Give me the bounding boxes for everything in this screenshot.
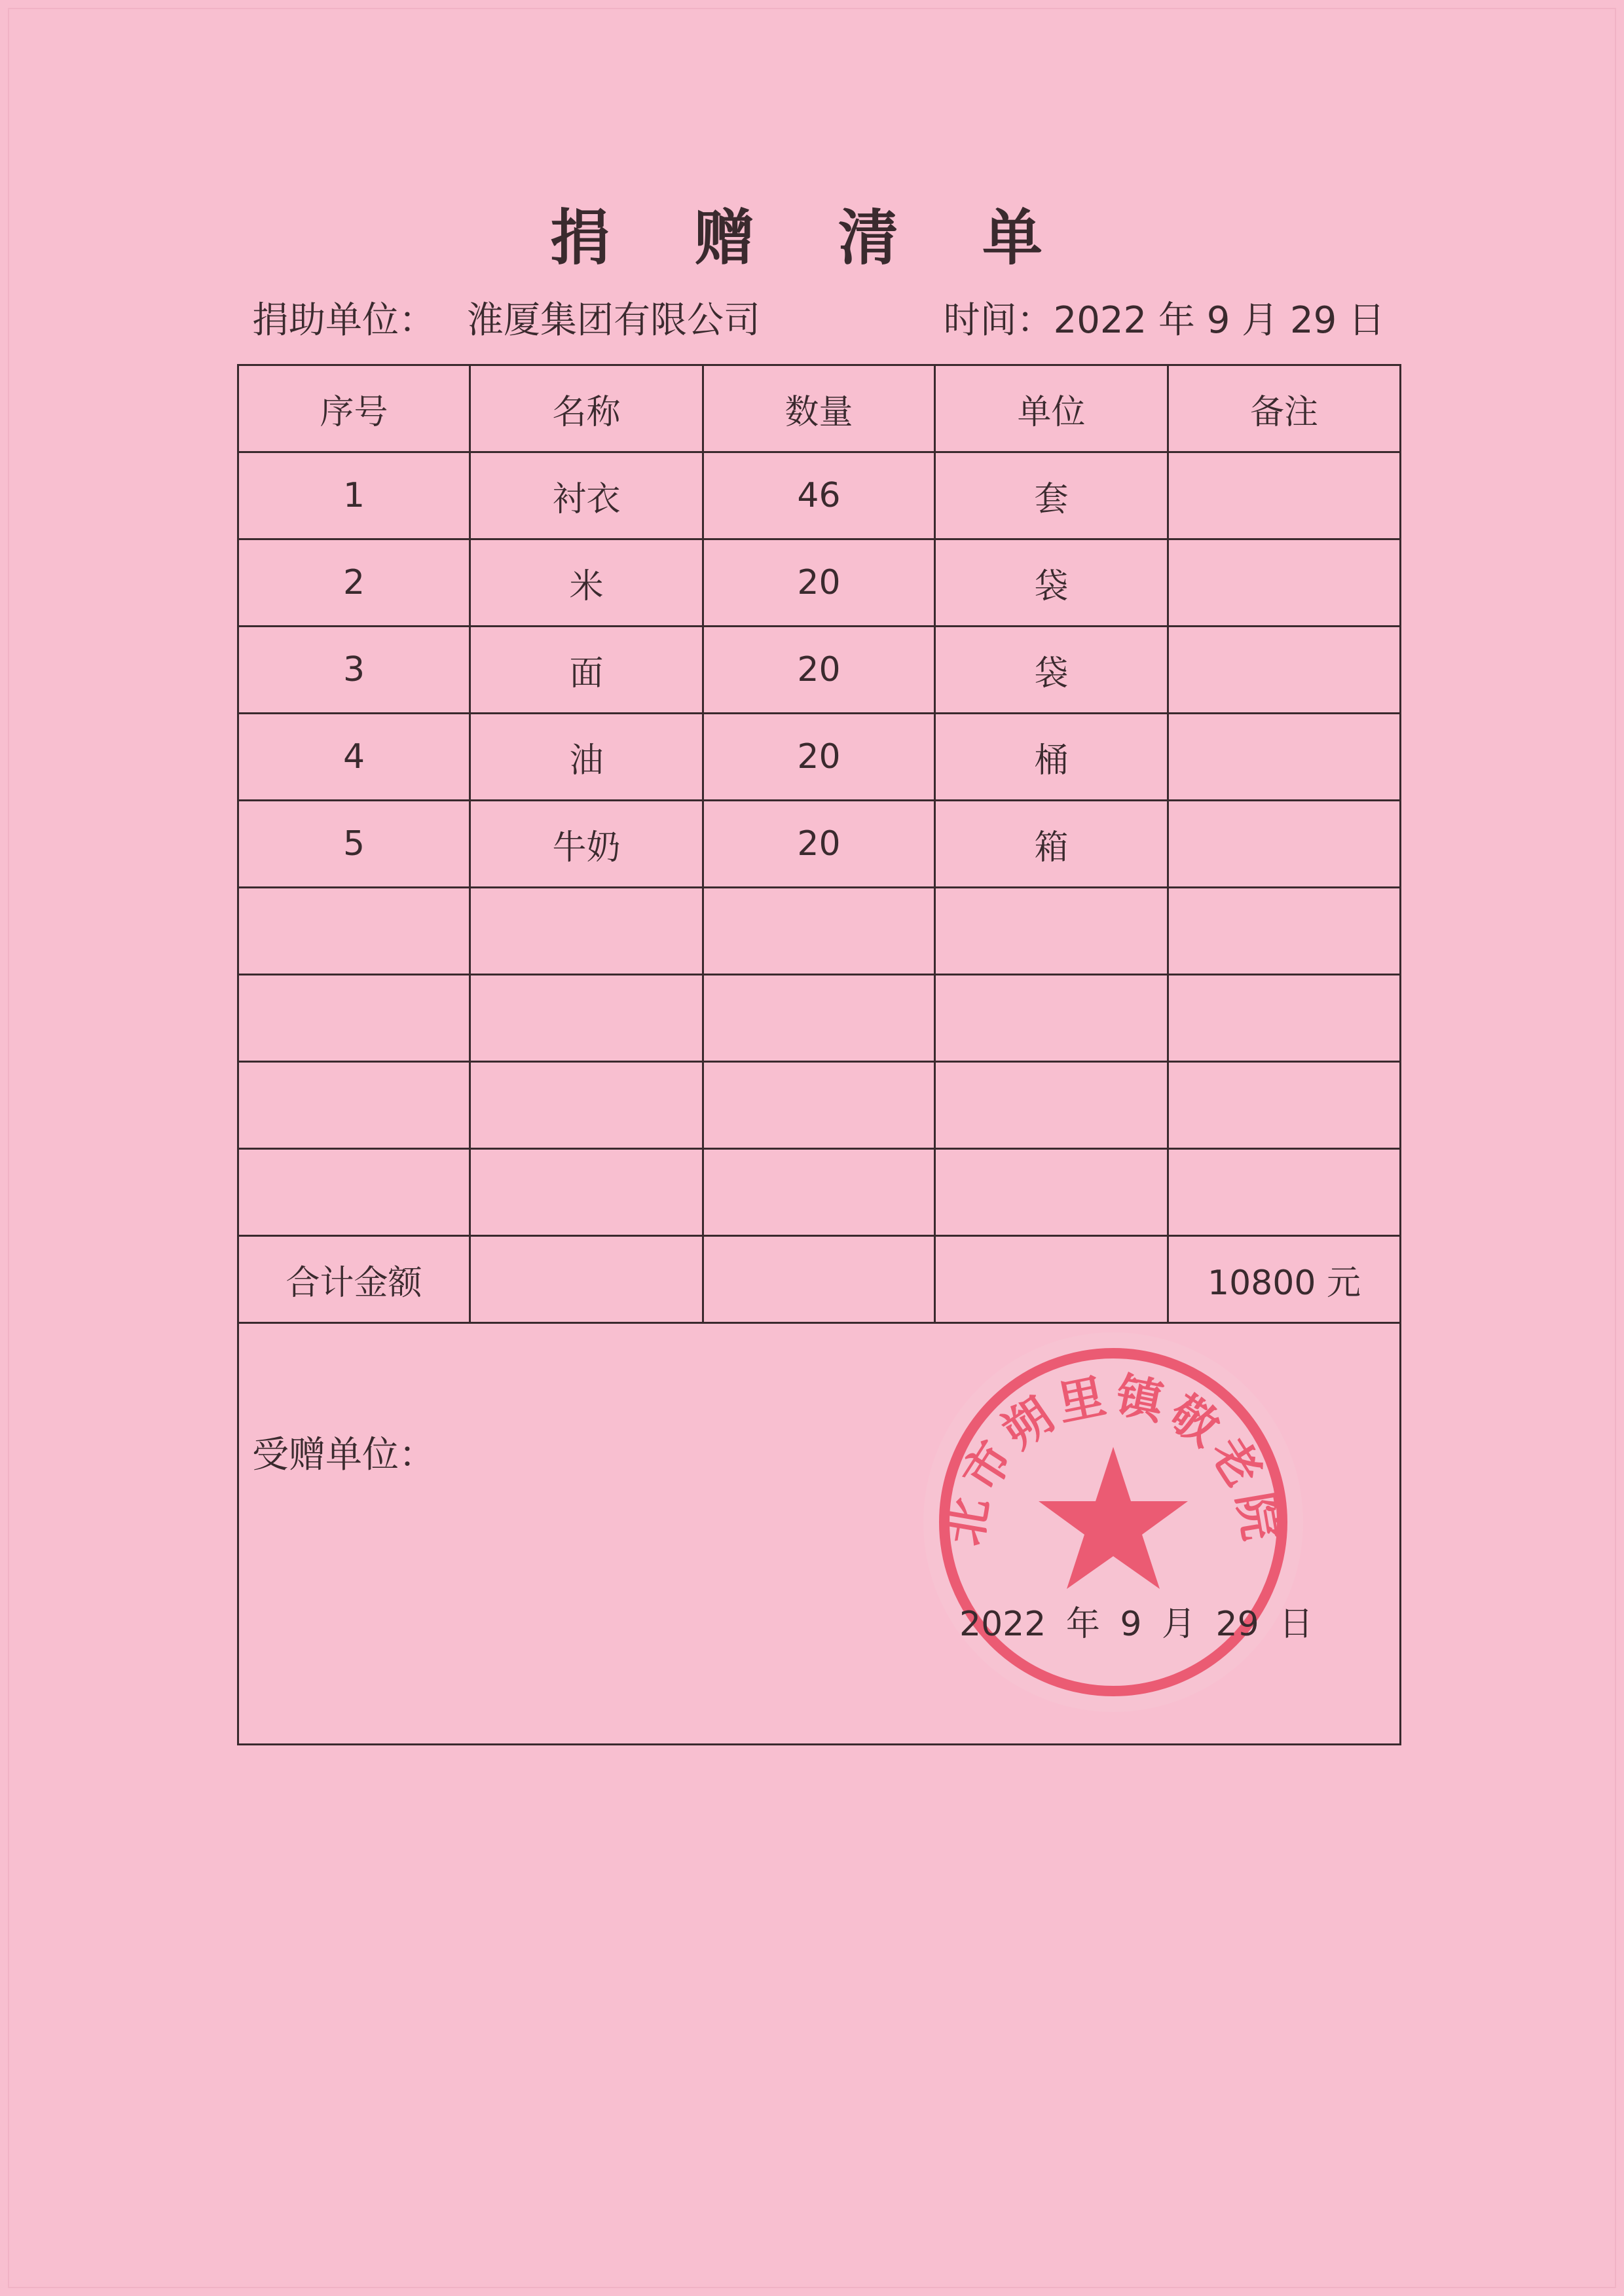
cell-quantity [704, 888, 936, 974]
donor-name: 淮厦集团有限公司 [467, 299, 760, 342]
table-row [239, 801, 1399, 888]
cell-index [239, 888, 471, 974]
cell-name: 面 [471, 627, 704, 712]
cell-name [471, 1150, 704, 1235]
header-index: 序号 [239, 366, 471, 451]
total-label: 合计金额 [239, 1237, 471, 1322]
total-empty-cell [936, 1237, 1169, 1322]
total-empty-cell [704, 1237, 936, 1322]
table-row [239, 975, 1399, 1063]
table-row [239, 888, 1399, 975]
cell-name: 衬衣 [471, 453, 704, 538]
cell-remark [1169, 627, 1399, 712]
table-header-row [239, 366, 1399, 453]
header-unit: 单位 [936, 366, 1169, 451]
cell-remark [1169, 1150, 1399, 1235]
official-seal-stamp [917, 1326, 1310, 1719]
table-row [239, 714, 1399, 801]
header-name: 名称 [471, 366, 704, 451]
cell-quantity: 20 [704, 540, 936, 625]
cell-index [239, 975, 471, 1061]
cell-quantity: 20 [704, 627, 936, 712]
cell-quantity: 20 [704, 714, 936, 799]
cell-quantity [704, 1150, 936, 1235]
cell-remark [1169, 975, 1399, 1061]
cell-unit: 套 [936, 453, 1169, 538]
header-remark: 备注 [1249, 392, 1318, 432]
total-empty-cell [471, 1237, 704, 1322]
cell-quantity: 20 [704, 801, 936, 886]
seal-text: 北市朔里镇敬老院 [936, 1367, 1290, 1550]
table-row [239, 1063, 1399, 1150]
cell-remark [1169, 714, 1399, 799]
cell-name [471, 1063, 704, 1148]
cell-quantity [704, 975, 936, 1061]
cell-index: 1 [239, 453, 471, 538]
cell-unit [936, 975, 1169, 1061]
table-row [239, 627, 1399, 714]
cell-index: 3 [239, 627, 471, 712]
cell-name [471, 888, 704, 974]
cell-index [239, 1150, 471, 1235]
donor-label: 捐助单位： [252, 299, 435, 342]
total-value: 10800 元 [1208, 1263, 1361, 1303]
cell-remark [1169, 801, 1399, 886]
cell-unit [936, 888, 1169, 974]
cell-remark [1169, 540, 1399, 625]
cell-unit: 桶 [936, 714, 1169, 799]
cell-name: 牛奶 [471, 801, 704, 886]
header-quantity: 数量 [704, 366, 936, 451]
recipient-label: 受赠单位： [252, 1434, 435, 1476]
table-row [239, 453, 1399, 540]
cell-name: 米 [471, 540, 704, 625]
document-title: 捐 赠 清 单 [549, 203, 1075, 273]
cell-remark [1169, 888, 1399, 974]
cell-unit: 袋 [936, 540, 1169, 625]
cell-unit [936, 1150, 1169, 1235]
recipient-date: 2022 年 9 月 29 日 [959, 1605, 1314, 1644]
cell-index: 2 [239, 540, 471, 625]
table-row [239, 1150, 1399, 1237]
cell-unit [936, 1063, 1169, 1148]
cell-remark [1169, 453, 1399, 538]
donor-line [252, 291, 760, 344]
cell-remark [1169, 1063, 1399, 1148]
cell-unit: 袋 [936, 627, 1169, 712]
cell-index: 4 [239, 714, 471, 799]
cell-quantity: 46 [704, 453, 936, 538]
cell-index [239, 1063, 471, 1148]
cell-unit: 箱 [936, 801, 1169, 886]
cell-name [471, 975, 704, 1061]
cell-index: 5 [239, 801, 471, 886]
cell-name: 油 [471, 714, 704, 799]
cell-quantity [704, 1063, 936, 1148]
table-row [239, 540, 1399, 627]
donation-date: 时间：2022 年 9 月 29 日 [943, 299, 1385, 342]
total-row [239, 1237, 1399, 1324]
